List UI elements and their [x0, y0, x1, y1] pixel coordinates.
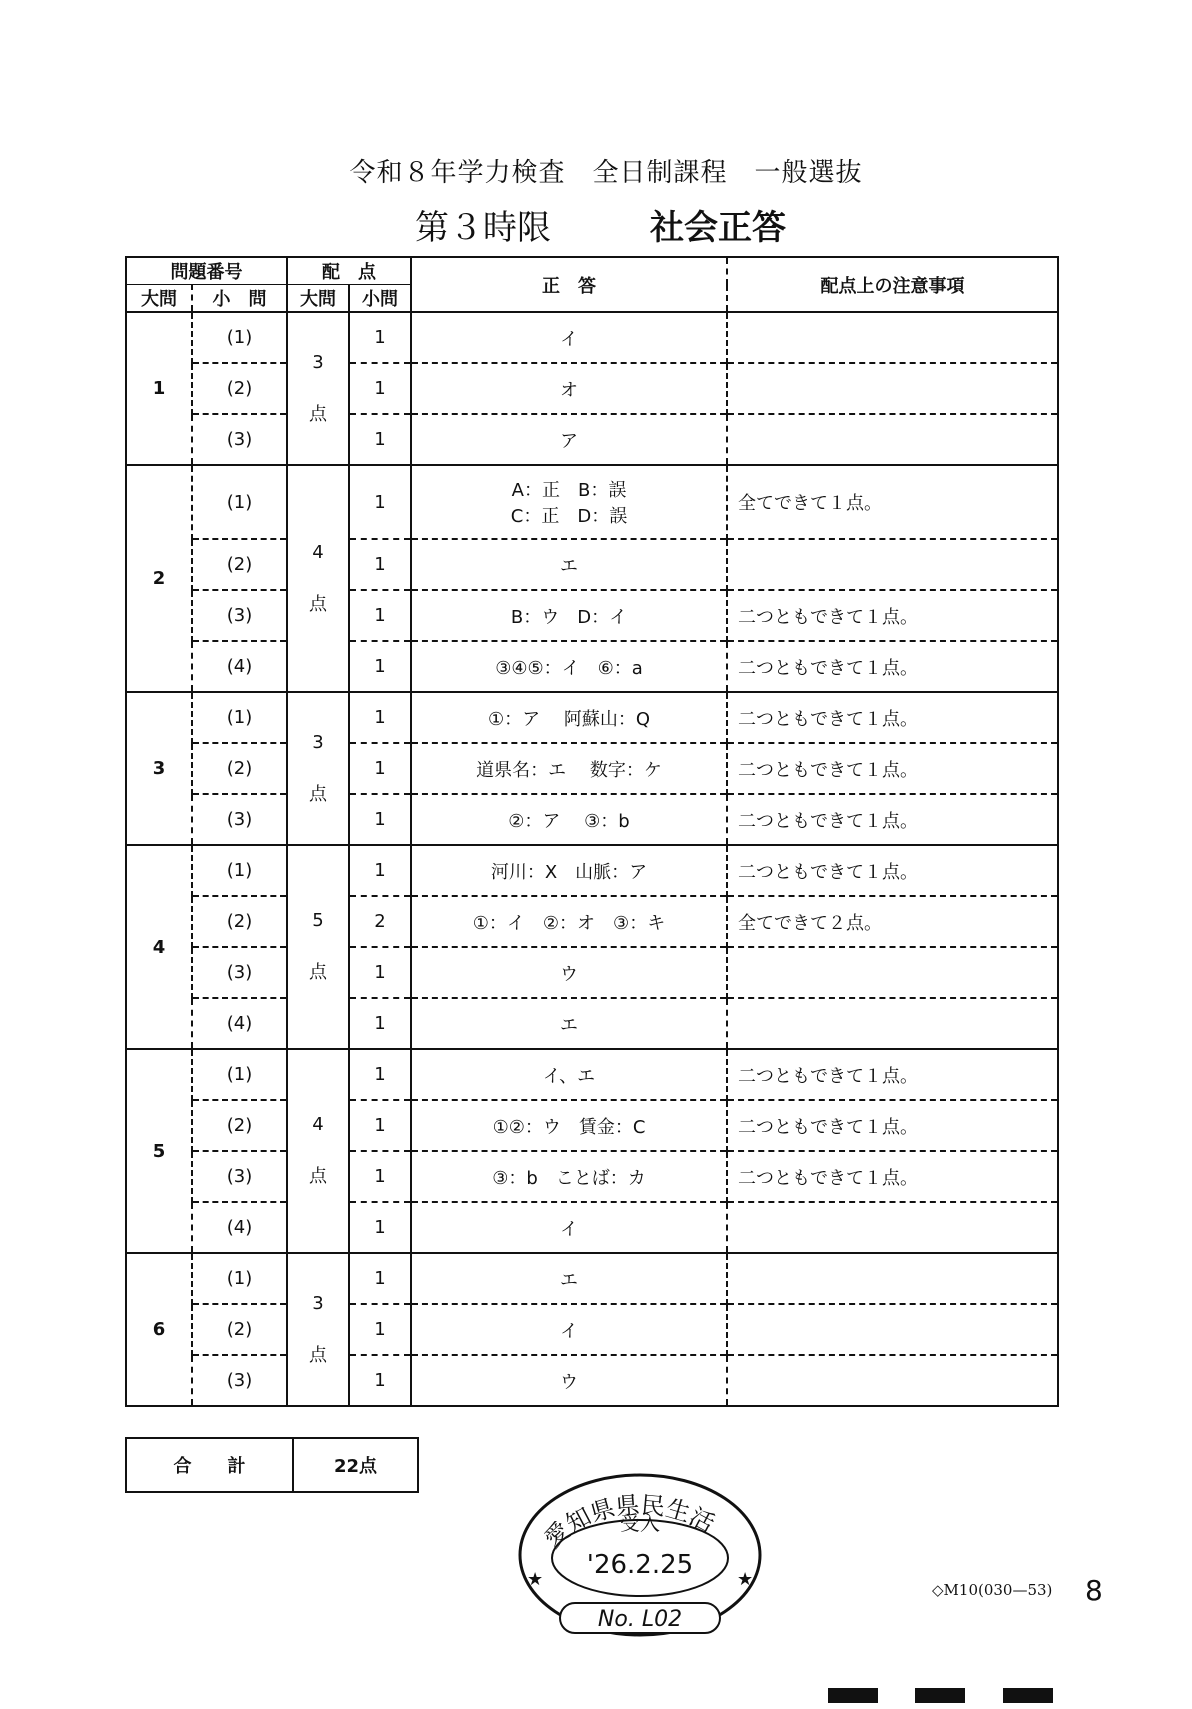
stamp-star-right-icon: ★ — [737, 1569, 754, 1590]
header-shomon: 小 問 — [192, 285, 287, 313]
table-row — [126, 692, 1058, 743]
scoring-note — [727, 414, 1058, 465]
answer-cell — [411, 641, 727, 692]
stamp-org-text: 愛知県県民生活 — [538, 1490, 720, 1554]
page-number: 8 — [1085, 1574, 1103, 1607]
answer-cell — [411, 312, 727, 363]
answer-text: B：ウ D：イ — [510, 606, 628, 628]
sub-question-points: 1 — [349, 1202, 411, 1253]
group-points — [287, 845, 349, 1049]
sub-question-number: (3) — [192, 1151, 287, 1202]
scoring-note: 二つともできて１点。 — [727, 743, 1058, 794]
question-group-number: 1 — [126, 312, 192, 465]
group-points-unit: 点 — [309, 403, 327, 425]
answer-text: ①：イ ②：オ ③：キ — [472, 912, 666, 934]
sub-question-points: 1 — [349, 998, 411, 1049]
sub-question-points: 1 — [349, 590, 411, 641]
group-points-unit: 点 — [309, 962, 327, 983]
sub-question-points: 1 — [349, 1100, 411, 1151]
sub-question-points: 2 — [349, 896, 411, 947]
sub-question-points: 1 — [349, 363, 411, 414]
stamp-star-left-icon: ★ — [527, 1569, 544, 1590]
answer-text: オ — [560, 379, 578, 401]
answer-text: エ — [560, 1014, 578, 1036]
sub-question-number: (2) — [192, 539, 287, 590]
table-row — [126, 363, 1058, 414]
stamp-number: No. L02 — [597, 1607, 683, 1632]
answer-text: エ — [560, 1269, 578, 1291]
answer-cell — [411, 414, 727, 465]
answer-cell — [411, 1100, 727, 1151]
footer-mark-3 — [1003, 1688, 1053, 1703]
sub-question-number: (3) — [192, 947, 287, 998]
sub-question-points: 1 — [349, 414, 411, 465]
group-points-unit: 点 — [309, 783, 327, 805]
answer-text: A：正 B：誤 — [511, 480, 627, 501]
group-points-unit: 点 — [309, 1166, 327, 1187]
group-points — [287, 465, 349, 692]
answer-text-line2: C：正 D：誤 — [510, 506, 628, 527]
stamp-date: '26.2.25 — [586, 1550, 694, 1580]
sub-question-points: 1 — [349, 743, 411, 794]
answer-cell — [411, 465, 727, 539]
answer-text: ①：ア 阿蘇山：Q — [487, 708, 651, 730]
group-points — [287, 312, 349, 465]
answer-text: ②：ア ③：b — [508, 810, 630, 832]
total-table — [125, 1437, 419, 1493]
sub-question-number: (2) — [192, 743, 287, 794]
sub-question-number: (1) — [192, 845, 287, 896]
answer-cell — [411, 1304, 727, 1355]
answer-cell — [411, 539, 727, 590]
header-pts-daimon: 大問 — [287, 285, 349, 313]
scoring-note: 二つともできて１点。 — [727, 1049, 1058, 1100]
table-row — [126, 1304, 1058, 1355]
sub-question-number: (4) — [192, 1202, 287, 1253]
table-row — [126, 845, 1058, 896]
sub-question-number: (2) — [192, 1304, 287, 1355]
sub-question-number: (1) — [192, 1253, 287, 1304]
table-row — [126, 590, 1058, 641]
question-group-number: 5 — [126, 1049, 192, 1253]
table-row — [126, 1049, 1058, 1100]
answer-cell — [411, 1151, 727, 1202]
scoring-note — [727, 947, 1058, 998]
answer-cell — [411, 1253, 727, 1304]
answer-text: ウ — [560, 963, 578, 985]
answer-text: 道県名：エ 数字：ケ — [476, 759, 662, 781]
answer-cell — [411, 590, 727, 641]
header-answer: 正 答 — [411, 257, 727, 312]
scoring-note: 全てできて１点。 — [727, 465, 1058, 539]
group-points-value: 4 — [312, 541, 324, 563]
scoring-note — [727, 312, 1058, 363]
footer-mark-2 — [915, 1688, 965, 1703]
answer-table — [125, 256, 1059, 1407]
answer-cell — [411, 1202, 727, 1253]
group-points-value: 3 — [312, 1292, 324, 1314]
header-points: 配 点 — [287, 257, 411, 285]
answer-cell — [411, 1355, 727, 1406]
answer-text: ③：b ことば：カ — [492, 1167, 646, 1189]
group-points-value: 3 — [312, 731, 324, 753]
answer-text: ③④⑤：イ ⑥：a — [495, 657, 643, 679]
answer-text: イ — [560, 1218, 578, 1240]
sub-question-points: 1 — [349, 1253, 411, 1304]
sub-question-points: 1 — [349, 1355, 411, 1406]
sub-question-points: 1 — [349, 794, 411, 845]
reception-stamp — [515, 1470, 765, 1640]
total-value: 22点 — [293, 1438, 418, 1492]
table-row — [126, 743, 1058, 794]
sub-question-number: (2) — [192, 1100, 287, 1151]
scoring-note: 全てできて２点。 — [727, 896, 1058, 947]
question-group-number: 6 — [126, 1253, 192, 1406]
group-points — [287, 1253, 349, 1406]
header-question-no: 問題番号 — [126, 257, 287, 285]
answer-text: イ — [560, 328, 578, 350]
sub-question-points: 1 — [349, 692, 411, 743]
question-group-number: 4 — [126, 845, 192, 1049]
group-points — [287, 1049, 349, 1253]
scoring-note — [727, 1304, 1058, 1355]
answer-text: エ — [560, 555, 578, 577]
group-points-unit: 点 — [309, 593, 327, 615]
header-pts-shomon: 小問 — [349, 285, 411, 313]
group-points — [287, 692, 349, 845]
table-row — [126, 1100, 1058, 1151]
answer-text: ア — [560, 430, 578, 452]
table-row — [126, 794, 1058, 845]
period: 第３時限 — [415, 208, 551, 248]
sub-question-number: (2) — [192, 896, 287, 947]
header-row — [126, 257, 1058, 285]
sub-question-points: 1 — [349, 539, 411, 590]
subject-title: 社会正答 — [650, 208, 786, 248]
scoring-note: 二つともできて１点。 — [727, 590, 1058, 641]
answer-cell — [411, 1049, 727, 1100]
document-code: ◇M10(030—53) — [932, 1581, 1053, 1599]
table-row — [126, 1202, 1058, 1253]
sub-question-points: 1 — [349, 312, 411, 363]
answer-text: イ — [560, 1320, 578, 1342]
sub-question-points: 1 — [349, 1049, 411, 1100]
answer-text: ウ — [560, 1371, 578, 1393]
answer-cell — [411, 363, 727, 414]
group-points-value: 5 — [312, 910, 324, 931]
answer-cell — [411, 845, 727, 896]
sub-question-number: (3) — [192, 1355, 287, 1406]
answer-cell — [411, 998, 727, 1049]
scoring-note: 二つともできて１点。 — [727, 641, 1058, 692]
header-daimon: 大問 — [126, 285, 192, 313]
scoring-note — [727, 1202, 1058, 1253]
sub-question-points: 1 — [349, 1151, 411, 1202]
sub-question-points: 1 — [349, 641, 411, 692]
table-row — [126, 312, 1058, 363]
answer-text: ①②：ウ 賃金：C — [492, 1116, 646, 1138]
scoring-note — [727, 998, 1058, 1049]
table-row — [126, 1253, 1058, 1304]
sub-question-number: (1) — [192, 465, 287, 539]
group-points-unit: 点 — [309, 1344, 327, 1366]
scoring-note: 二つともできて１点。 — [727, 845, 1058, 896]
answer-text: イ、エ — [542, 1065, 596, 1087]
scoring-note — [727, 1355, 1058, 1406]
scoring-note — [727, 1253, 1058, 1304]
table-row — [126, 641, 1058, 692]
group-points-value: 4 — [312, 1114, 324, 1135]
footer-mark-1 — [828, 1688, 878, 1703]
header-notes: 配点上の注意事項 — [727, 257, 1058, 312]
sub-question-number: (4) — [192, 998, 287, 1049]
table-row — [126, 414, 1058, 465]
sub-question-number: (1) — [192, 692, 287, 743]
stamp-received: 受入 — [620, 1511, 660, 1535]
table-row — [126, 465, 1058, 539]
answer-cell — [411, 794, 727, 845]
table-row — [126, 896, 1058, 947]
scoring-note: 二つともできて１点。 — [727, 794, 1058, 845]
sub-question-number: (3) — [192, 794, 287, 845]
table-row — [126, 1355, 1058, 1406]
answer-cell — [411, 947, 727, 998]
sub-question-number: (4) — [192, 641, 287, 692]
table-row — [126, 998, 1058, 1049]
scoring-note — [727, 363, 1058, 414]
question-group-number: 3 — [126, 692, 192, 845]
sub-question-number: (2) — [192, 363, 287, 414]
answer-cell — [411, 896, 727, 947]
table-row — [126, 1151, 1058, 1202]
title-line1: 令和８年学力検査 全日制課程 一般選抜 — [349, 158, 863, 188]
total-label: 合 計 — [126, 1438, 293, 1492]
scoring-note: 二つともできて１点。 — [727, 692, 1058, 743]
sub-question-number: (3) — [192, 414, 287, 465]
sub-question-points: 1 — [349, 465, 411, 539]
table-row — [126, 947, 1058, 998]
sub-question-points: 1 — [349, 947, 411, 998]
group-points-value: 3 — [312, 351, 324, 373]
sub-question-number: (3) — [192, 590, 287, 641]
sub-question-number: (1) — [192, 1049, 287, 1100]
answer-cell — [411, 743, 727, 794]
question-group-number: 2 — [126, 465, 192, 692]
answer-text: 河川：X 山脈：ア — [490, 861, 648, 883]
scoring-note: 二つともできて１点。 — [727, 1100, 1058, 1151]
sub-question-points: 1 — [349, 1304, 411, 1355]
sub-question-points: 1 — [349, 845, 411, 896]
table-row — [126, 539, 1058, 590]
scoring-note: 二つともできて１点。 — [727, 1151, 1058, 1202]
scoring-note — [727, 539, 1058, 590]
answer-cell — [411, 692, 727, 743]
sub-question-number: (1) — [192, 312, 287, 363]
